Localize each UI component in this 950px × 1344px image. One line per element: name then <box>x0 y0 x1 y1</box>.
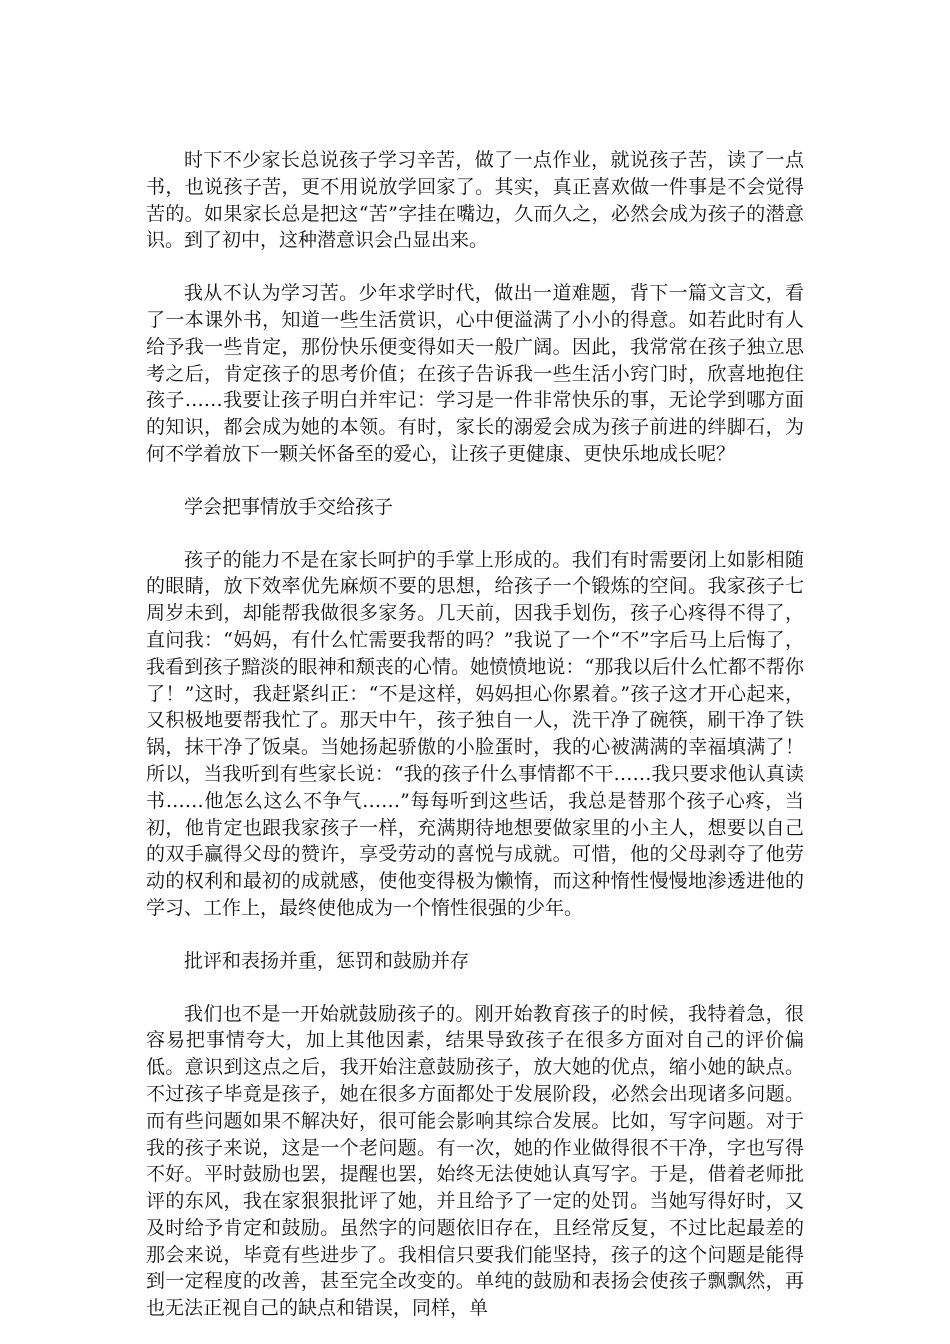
paragraph-learning-not-hard: 我从不认为学习苦。少年求学时代，做出一道难题，背下一篇文言文，看了一本课外书，知道一些生活赏识，心中便溢满了小小的得意。如若此时有人给予我一些肯定，那份快乐便变得如天一般广阔。因此，我常常在孩子独立思考之后，肯定孩子的思考价值；在孩子告诉我一些生活小窍门时，欣喜地抱住孩子……我要让孩子明白并牢记：学习是一件非常快乐的事，无论学到哪方面的知识，都会成为她的本领。有时，家长的溺爱会成为孩子前进的绊脚石，为何不学着放下一颗关怀备至的爱心，让孩子更健康、更快乐地成长呢？ <box>146 282 804 465</box>
paragraph-intro: 时下不少家长总说孩子学习辛苦，做了一点作业，就说孩子苦，读了一点书，也说孩子苦，更不用说放学回家了。其实，真正喜欢做一件事是不会觉得苦的。如果家长总是把这“苦”字挂在嘴边，久而久之，必然会成为孩子的潜意识。到了初中，这种潜意识会凸显出来。 <box>146 149 804 252</box>
paragraph-encouragement: 我们也不是一开始就鼓励孩子的。刚开始教育孩子的时候，我特着急，很容易把事情夸大，加上其他因素，结果导致孩子在很多方面对自己的评价偏低。意识到这点之后，我开始注意鼓励孩子，放大她的优点，缩小她的缺点。不过孩子毕竟是孩子，她在很多方面都处于发展阶段，必然会出现诸多问题。而有些问题如果不解决好，很可能会影响其综合发展。比如，写字问题。对于我的孩子来说，这是一个老问题。有一次，她的作业做得很不干净，字也写得不好。平时鼓励也罢，提醒也罢，始终无法使她认真写字。于是，借着老师批评的东风，我在家狠狠批评了她，并且给予了一定的处罚。当她写得好时，又及时给予肯定和鼓励。虽然字的问题依旧存在，且经常反复，不过比起最差的那会来说，毕竟有些进步了。我相信只要我们能坚持，孩子的这个问题是能得到一定程度的改善，甚至完全改变的。单纯的鼓励和表扬会使孩子飘飘然，再也无法正视自己的缺点和错误，同样，单 <box>146 1002 804 1320</box>
section-heading-let-go: 学会把事情放手交给孩子 <box>184 495 394 518</box>
section-heading-criticism-praise: 批评和表扬并重，惩罚和鼓励并存 <box>184 949 470 972</box>
article-body <box>146 147 804 1322</box>
paragraph-housework: 孩子的能力不是在家长呵护的手掌上形成的。我们有时需要闭上如影相随的眼睛，放下效率优先麻烦不要的思想，给孩子一个锻炼的空间。我家孩子七周岁未到，却能帮我做很多家务。几天前，因我手划伤，孩子心疼得不得了，直问我：“妈妈，有什么忙需要我帮的吗？”我说了一个“不”字后马上后悔了，我看到孩子黯淡的眼神和颓丧的心情。她愤愤地说：“那我以后什么忙都不帮你了！”这时，我赶紧纠正：“不是这样，妈妈担心你累着。”孩子这才开心起来，又积极地要帮我忙了。那天中午，孩子独自一人，洗干净了碗筷，刷干净了铁锅，抹干净了饭桌。当她扬起骄傲的小脸蛋时，我的心被满满的幸福填满了！所以，当我听到有些家长说：“我的孩子什么事情都不干……我只要求他认真读书……他怎么这么不争气……”每每听到这些话，我总是替那个孩子心疼，当初，他肯定也跟我家孩子一样，充满期待地想要做家里的小主人，想要以自己的双手赢得父母的赞许，享受劳动的喜悦与成就。可惜，他的父母剥夺了他劳动的权利和最初的成就感，使他变得极为懒惰，而这种惰性慢慢地渗透进他的学习、工作上，最终使他成为一个惰性很强的少年。 <box>146 548 804 919</box>
